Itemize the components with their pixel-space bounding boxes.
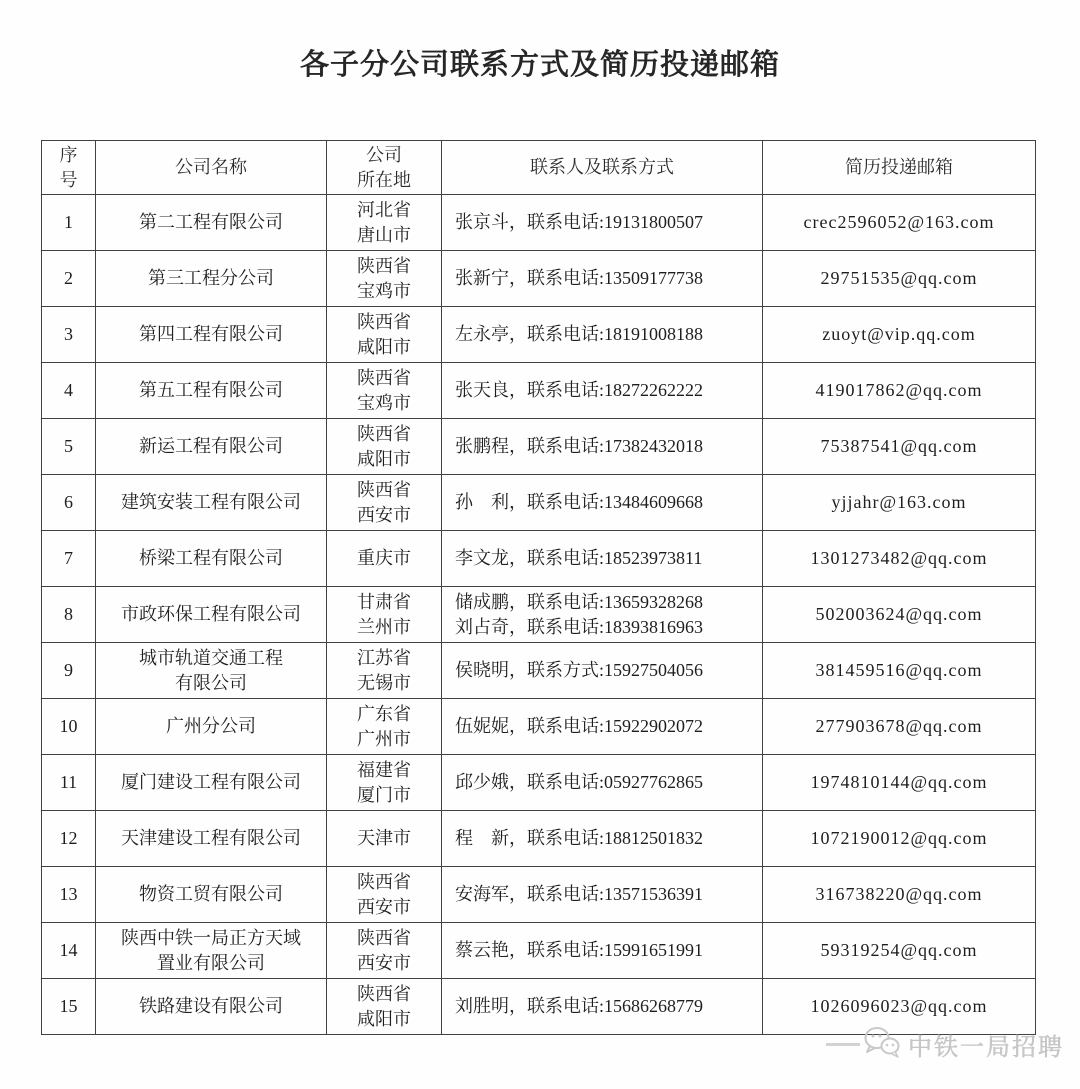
text-line: 陕西中铁一局正方天域 xyxy=(121,927,301,948)
text-line: 咸阳市 xyxy=(357,1008,411,1029)
cell-location xyxy=(327,419,442,475)
cell-num xyxy=(42,251,96,307)
text-line: 唐山市 xyxy=(357,224,411,245)
text-line: 安海军，联系电话:13571536391 xyxy=(455,884,704,904)
text-line: 号 xyxy=(59,169,78,190)
text-line: 孙 利，联系电话:13484609668 xyxy=(455,492,704,512)
cell-num xyxy=(42,475,96,531)
text-line: 天津市 xyxy=(357,828,411,848)
cell-contact xyxy=(442,979,763,1035)
cell-num xyxy=(42,419,96,475)
header-cell-email xyxy=(763,141,1036,195)
cell-num xyxy=(42,307,96,363)
cell-contact xyxy=(442,307,763,363)
text-line: 张天良，联系电话:18272262222 xyxy=(455,380,704,400)
text-line: 第四工程有限公司 xyxy=(139,324,283,344)
table-row xyxy=(42,811,1036,867)
cell-num xyxy=(42,867,96,923)
text-line: 陕西省 xyxy=(357,871,411,892)
cell-location xyxy=(327,531,442,587)
text-line: 419017862@qq.com xyxy=(815,380,983,400)
text-line: 物资工贸有限公司 xyxy=(139,884,283,904)
cell-num xyxy=(42,195,96,251)
text-line: 第二工程有限公司 xyxy=(139,212,283,232)
cell-location xyxy=(327,195,442,251)
text-line: 宝鸡市 xyxy=(357,392,411,413)
cell-num xyxy=(42,755,96,811)
text-line: 西安市 xyxy=(357,896,411,917)
text-line: 277903678@qq.com xyxy=(815,716,983,736)
text-line: 张京斗，联系电话:19131800507 xyxy=(455,212,704,232)
table-row xyxy=(42,755,1036,811)
cell-location xyxy=(327,979,442,1035)
table-row xyxy=(42,363,1036,419)
cell-email xyxy=(763,699,1036,755)
cell-contact xyxy=(442,923,763,979)
cell-contact xyxy=(442,755,763,811)
table-row xyxy=(42,587,1036,643)
table-row xyxy=(42,699,1036,755)
text-line: 建筑安装工程有限公司 xyxy=(121,492,301,512)
text-line: 有限公司 xyxy=(175,672,247,693)
page-title: 各子分公司联系方式及简历投递邮箱 xyxy=(299,49,780,81)
cell-email xyxy=(763,755,1036,811)
cell-location xyxy=(327,923,442,979)
text-line: 1301273482@qq.com xyxy=(810,548,988,568)
text-line: 无锡市 xyxy=(357,672,411,693)
cell-num xyxy=(42,811,96,867)
cell-email xyxy=(763,531,1036,587)
text-line: 新运工程有限公司 xyxy=(139,436,283,456)
cell-contact xyxy=(442,419,763,475)
text-line: 1072190012@qq.com xyxy=(810,828,988,848)
cell-email xyxy=(763,923,1036,979)
cell-contact xyxy=(442,643,763,699)
cell-company xyxy=(96,923,327,979)
text-line: 福建省 xyxy=(357,759,411,780)
header-cell-company xyxy=(96,141,327,195)
cell-company xyxy=(96,755,327,811)
text-line: 11 xyxy=(59,772,78,792)
text-line: 2 xyxy=(64,268,73,288)
text-line: 城市轨道交通工程 xyxy=(139,647,283,668)
cell-contact xyxy=(442,363,763,419)
cell-company xyxy=(96,195,327,251)
text-line: 广东省 xyxy=(357,703,411,724)
cell-company xyxy=(96,251,327,307)
text-line: 13 xyxy=(59,884,78,904)
text-line: 天津建设工程有限公司 xyxy=(121,828,301,848)
cell-location xyxy=(327,475,442,531)
cell-num xyxy=(42,923,96,979)
header-row xyxy=(42,141,1036,195)
text-line: 邱少娥，联系电话:05927762865 xyxy=(455,772,704,792)
table-row xyxy=(42,531,1036,587)
text-line: 公司 xyxy=(366,144,402,165)
cell-company xyxy=(96,531,327,587)
text-line: 置业有限公司 xyxy=(157,952,265,973)
cell-location xyxy=(327,363,442,419)
table-row xyxy=(42,251,1036,307)
cell-location xyxy=(327,307,442,363)
cell-contact xyxy=(442,251,763,307)
table-row xyxy=(42,419,1036,475)
text-line: 侯晓明，联系方式:15927504056 xyxy=(455,660,704,680)
cell-company xyxy=(96,699,327,755)
text-line: 刘占奇，联系电话:18393816963 xyxy=(455,616,704,637)
cell-contact xyxy=(442,811,763,867)
cell-company xyxy=(96,475,327,531)
cell-email xyxy=(763,643,1036,699)
text-line: 刘胜明，联系电话:15686268779 xyxy=(455,996,704,1016)
text-line: 502003624@qq.com xyxy=(815,604,983,624)
cell-location xyxy=(327,643,442,699)
text-line: 陕西省 xyxy=(357,311,411,332)
cell-num xyxy=(42,531,96,587)
text-line: 陕西省 xyxy=(357,983,411,1004)
text-line: 甘肃省 xyxy=(357,591,411,612)
text-line: crec2596052@163.com xyxy=(803,212,995,232)
cell-num xyxy=(42,587,96,643)
text-line: 5 xyxy=(64,436,73,456)
cell-contact xyxy=(442,531,763,587)
cell-email xyxy=(763,251,1036,307)
text-line: 8 xyxy=(64,604,73,624)
text-line: 广州分公司 xyxy=(166,716,256,736)
text-line: 第五工程有限公司 xyxy=(139,380,283,400)
text-line: 铁路建设有限公司 xyxy=(139,996,283,1016)
cell-contact xyxy=(442,867,763,923)
cell-location xyxy=(327,699,442,755)
text-line: 陕西省 xyxy=(357,479,411,500)
cell-location xyxy=(327,251,442,307)
text-line: 重庆市 xyxy=(357,548,411,568)
contact-table xyxy=(41,140,1036,1035)
wechat-icon xyxy=(862,1024,902,1065)
cell-company xyxy=(96,867,327,923)
text-line: 张新宁，联系电话:13509177738 xyxy=(455,268,704,288)
text-line: 15 xyxy=(59,996,78,1016)
cell-company xyxy=(96,307,327,363)
cell-contact xyxy=(442,699,763,755)
text-line: 咸阳市 xyxy=(357,336,411,357)
cell-company xyxy=(96,643,327,699)
text-line: 4 xyxy=(64,380,73,400)
text-line: 1974810144@qq.com xyxy=(810,772,988,792)
text-line: 张鹏程，联系电话:17382432018 xyxy=(455,436,704,456)
table-row xyxy=(42,923,1036,979)
cell-contact xyxy=(442,475,763,531)
text-line: 陕西省 xyxy=(357,255,411,276)
cell-num xyxy=(42,363,96,419)
cell-email xyxy=(763,475,1036,531)
text-line: 联系人及联系方式 xyxy=(530,157,674,177)
table-row xyxy=(42,307,1036,363)
text-line: 市政环保工程有限公司 xyxy=(121,604,301,624)
cell-contact xyxy=(442,195,763,251)
text-line: 西安市 xyxy=(357,504,411,525)
cell-location xyxy=(327,755,442,811)
table-row xyxy=(42,475,1036,531)
cell-email xyxy=(763,307,1036,363)
text-line: 10 xyxy=(59,716,78,736)
cell-company xyxy=(96,419,327,475)
text-line: 伍妮妮，联系电话:15922902072 xyxy=(455,716,704,736)
text-line: 14 xyxy=(59,940,78,960)
cell-email xyxy=(763,811,1036,867)
text-line: 左永亭，联系电话:18191008188 xyxy=(455,324,704,344)
text-line: 江苏省 xyxy=(357,647,411,668)
text-line: zuoyt@vip.qq.com xyxy=(822,324,976,344)
watermark xyxy=(826,1024,1064,1065)
text-line: 1 xyxy=(64,212,73,232)
cell-num xyxy=(42,699,96,755)
text-line: 西安市 xyxy=(357,952,411,973)
cell-email xyxy=(763,363,1036,419)
text-line: 李文龙，联系电话:18523973811 xyxy=(455,548,703,568)
text-line: 储成鹏，联系电话:13659328268 xyxy=(455,591,704,612)
text-line: 1026096023@qq.com xyxy=(810,996,988,1016)
text-line: 第三工程分公司 xyxy=(148,268,274,288)
text-line: 桥梁工程有限公司 xyxy=(139,548,283,568)
cell-email xyxy=(763,587,1036,643)
table-row xyxy=(42,643,1036,699)
text-line: 6 xyxy=(64,492,73,512)
cell-location xyxy=(327,811,442,867)
cell-location xyxy=(327,587,442,643)
text-line: 75387541@qq.com xyxy=(820,436,978,456)
table-row xyxy=(42,867,1036,923)
cell-company xyxy=(96,363,327,419)
text-line: 宝鸡市 xyxy=(357,280,411,301)
text-line: 简历投递邮箱 xyxy=(845,157,953,177)
header-cell-location xyxy=(327,141,442,195)
text-line: 316738220@qq.com xyxy=(815,884,983,904)
cell-num xyxy=(42,643,96,699)
cell-email xyxy=(763,867,1036,923)
header-cell-contact xyxy=(442,141,763,195)
text-line: 3 xyxy=(64,324,73,344)
cell-contact xyxy=(442,587,763,643)
text-line: 序 xyxy=(59,144,78,165)
text-line: 陕西省 xyxy=(357,423,411,444)
watermark-label: 中铁一局招聘 xyxy=(908,1034,1064,1061)
table-row xyxy=(42,195,1036,251)
text-line: 12 xyxy=(59,828,78,848)
text-line: 咸阳市 xyxy=(357,448,411,469)
text-line: 蔡云艳，联系电话:15991651991 xyxy=(455,940,704,960)
text-line: 59319254@qq.com xyxy=(820,940,978,960)
cell-company xyxy=(96,811,327,867)
cell-num xyxy=(42,979,96,1035)
text-line: 广州市 xyxy=(357,728,411,749)
cell-location xyxy=(327,867,442,923)
text-line: yjjahr@163.com xyxy=(831,492,967,512)
text-line: 381459516@qq.com xyxy=(815,660,983,680)
text-line: 29751535@qq.com xyxy=(820,268,978,288)
text-line: 9 xyxy=(64,660,73,680)
watermark-dash xyxy=(826,1043,860,1046)
text-line: 厦门建设工程有限公司 xyxy=(121,772,301,792)
text-line: 程 新，联系电话:18812501832 xyxy=(455,828,704,848)
text-line: 厦门市 xyxy=(357,784,411,805)
text-line: 河北省 xyxy=(357,199,411,220)
text-line: 陕西省 xyxy=(357,927,411,948)
cell-email xyxy=(763,195,1036,251)
cell-email xyxy=(763,419,1036,475)
header-cell-num xyxy=(42,141,96,195)
text-line: 7 xyxy=(64,548,73,568)
text-line: 所在地 xyxy=(357,169,411,190)
cell-company xyxy=(96,587,327,643)
cell-company xyxy=(96,979,327,1035)
text-line: 兰州市 xyxy=(357,616,411,637)
text-line: 陕西省 xyxy=(357,367,411,388)
text-line: 公司名称 xyxy=(175,157,247,177)
